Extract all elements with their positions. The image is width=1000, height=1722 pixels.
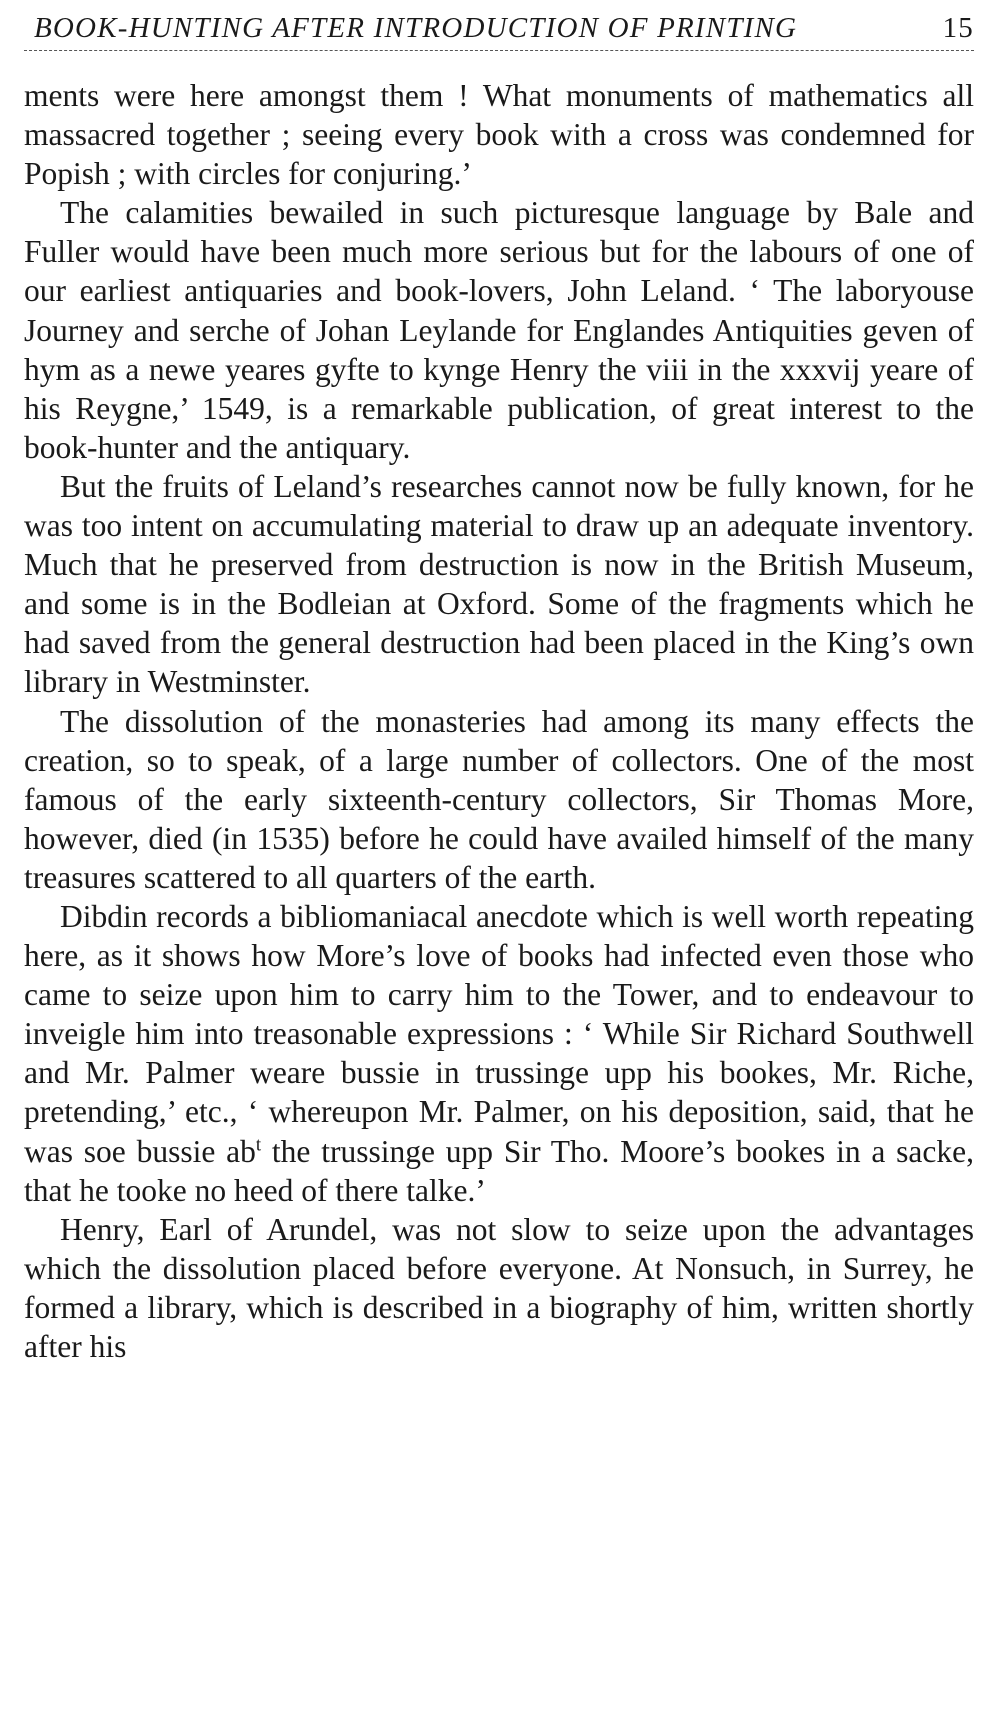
- paragraph-dibdin: [24, 897, 974, 1210]
- superscript-t: t: [255, 1134, 262, 1156]
- page-number: 15: [942, 12, 974, 44]
- paragraph-dissolution: The dissolution of the monasteries had among its many effects the creation, so to speak, of a large number of collectors. One of the most famous of the early sixteenth-century collectors, Sir Thomas More, however, died (in 1535) before he could have availed himself of the many treasures scattered to all quarters of the earth.: [24, 703, 974, 895]
- dibdin-text-start: Dibdin records a bibliomaniacal anecdote which is well worth repeating here, as it shows how More’s love of books had infected even those who came to seize upon him to carry him to the Tower, and to endeavour to inveigle him into treasonable expressions : ‘ While Sir Richard Southwell and Mr. Palmer weare bussie in trussinge upp his bookes, Mr. Riche, pretending,’ etc., ‘ whereupon Mr. Palmer, on his deposition, said, that he was soe bussie ab: [24, 898, 974, 1169]
- body-text: [24, 76, 974, 1366]
- running-head-title: BOOK-HUNTING AFTER INTRODUCTION OF PRINTING: [34, 12, 798, 44]
- paragraph-arundel: Henry, Earl of Arundel, was not slow to seize upon the advantages which the dissolution placed before everyone. At Nonsuch, in Surrey, he formed a library, which is described in a biography of him, written shortly after his: [24, 1211, 974, 1364]
- running-head: [24, 8, 974, 48]
- paragraph-leland: The calamities bewailed in such picturesque language by Bale and Fuller would have been much more serious but for the labours of one of our earliest antiquaries and book-lovers, John Leland. ‘ The laboryouse Journey and serche of Johan Leylande for Englandes Antiquities geven of hym as a newe yeares gyfte to kynge Henry the viii in the xxxvij yeare of his Reygne,’ 1549, is a remarkable publication, of great interest to the book-hunter and the antiquary.: [24, 195, 974, 465]
- paragraph-leland-researches: But the fruits of Leland’s researches cannot now be fully known, for he was too intent on accumulating material to draw up an adequate inventory. Much that he preserved from destruction is now in the British Museum, and some is in the Bodleian at Oxford. Some of the fragments which he had saved from the general destruction had been placed in the King’s own library in Westminster.: [24, 468, 974, 700]
- dibdin-text-end: the trussinge upp Sir Tho. Moore’s bookes in a sacke, that he tooke no heed of there talke.’: [24, 1133, 974, 1208]
- paragraph-continuation: ments were here amongst them ! What monuments of mathematics all massacred together ; seeing every book with a cross was condemned for Popish ; with circles for conjuring.’: [24, 78, 974, 192]
- header-rule: [24, 50, 974, 51]
